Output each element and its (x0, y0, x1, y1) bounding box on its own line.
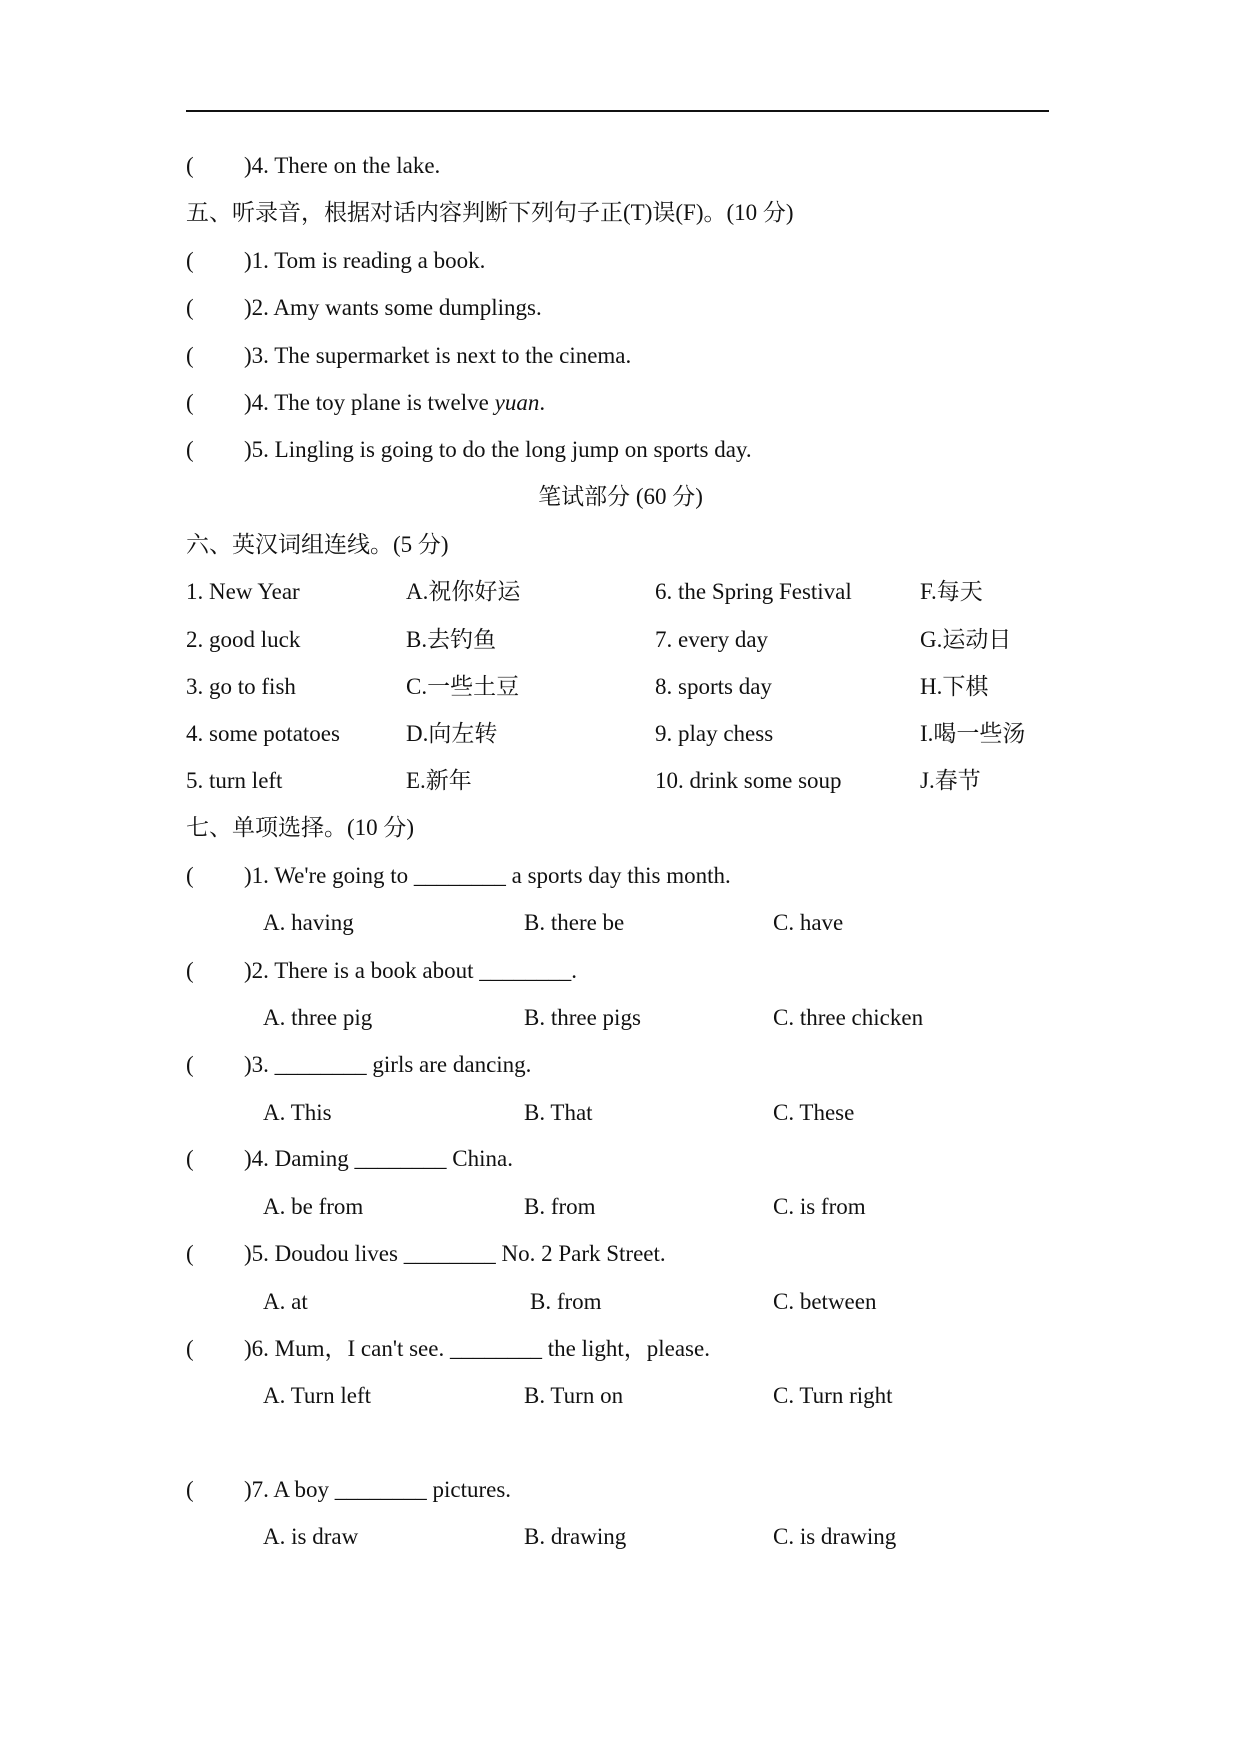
choice-question-2 (186, 955, 577, 987)
match-cn-i: I.喝一些汤 (920, 721, 1026, 746)
match-cn-g: G.运动日 (920, 627, 1012, 652)
choice-question-5 (186, 1238, 666, 1270)
match-cn-b: B.去钓鱼 (406, 627, 497, 652)
option-c: C. three chicken (773, 1005, 924, 1030)
question-text-italic: yuan (494, 390, 540, 415)
option-a: A. be from (263, 1194, 364, 1219)
question-text: )4. The toy plane is twelve (244, 390, 495, 415)
top-rule (186, 110, 1049, 112)
match-cn-h: H.下棋 (920, 674, 989, 699)
tf-question-4 (186, 387, 545, 419)
question-text-end: . (539, 390, 546, 415)
option-b: B. there be (524, 910, 625, 935)
tf-question-3 (186, 340, 631, 372)
choice-question-4 (186, 1143, 513, 1175)
match-cn-d: D.向左转 (406, 721, 498, 746)
option-b: B. three pigs (524, 1005, 641, 1030)
match-en-9: 9. play chess (655, 721, 774, 746)
listening-question-4 (186, 150, 440, 182)
option-c: C. between (773, 1289, 877, 1314)
option-b: B. Turn on (524, 1383, 624, 1408)
option-a: A. at (263, 1289, 308, 1314)
choice-question-1 (186, 860, 731, 892)
answer-paren: ( (186, 1241, 194, 1266)
match-en-10: 10. drink some soup (655, 768, 842, 793)
question-text: )2. Amy wants some dumplings. (244, 295, 542, 320)
option-c: C. These (773, 1100, 855, 1125)
choice-question-7 (186, 1474, 511, 1506)
option-a: A. is draw (263, 1524, 359, 1549)
match-en-5: 5. turn left (186, 768, 283, 793)
tf-question-5 (186, 434, 752, 466)
match-cn-j: J.春节 (920, 768, 981, 793)
option-b: B. That (524, 1100, 593, 1125)
option-c: C. Turn right (773, 1383, 893, 1408)
question-stem: )1. We're going to ________ a sports day this month. (244, 863, 731, 888)
match-cn-c: C.一些土豆 (406, 674, 520, 699)
option-c: C. is drawing (773, 1524, 897, 1549)
answer-paren: ( (186, 248, 194, 273)
written-part-heading: 笔试部分 (60 分) (538, 484, 703, 509)
answer-paren: ( (186, 863, 194, 888)
option-a: A. having (263, 910, 354, 935)
question-text: )3. The supermarket is next to the cinema. (244, 343, 632, 368)
answer-paren: ( (186, 958, 194, 983)
choice-question-3 (186, 1049, 531, 1081)
match-cn-f: F.每天 (920, 579, 983, 604)
match-cn-a: A.祝你好运 (406, 579, 521, 604)
answer-paren: ( (186, 295, 194, 320)
answer-paren: ( (186, 1336, 194, 1361)
option-b: B. drawing (524, 1524, 627, 1549)
match-en-8: 8. sports day (655, 674, 772, 699)
tf-question-1 (186, 245, 485, 277)
match-en-3: 3. go to fish (186, 674, 296, 699)
option-a: A. Turn left (263, 1383, 371, 1408)
match-en-4: 4. some potatoes (186, 721, 340, 746)
answer-paren: ( (186, 343, 194, 368)
question-stem: )3. ________ girls are dancing. (244, 1052, 532, 1077)
section5-heading: 五、听录音，根据对话内容判断下列句子正(T)误(F)。(10 分) (186, 200, 794, 225)
answer-paren: ( (186, 390, 194, 415)
match-en-1: 1. New Year (186, 579, 300, 604)
section6-heading: 六、英汉词组连线。(5 分) (186, 532, 449, 557)
answer-paren: ( (186, 1052, 194, 1077)
choice-question-6 (186, 1333, 710, 1365)
answer-paren: ( (186, 437, 194, 462)
section7-heading: 七、单项选择。(10 分) (186, 815, 415, 840)
question-stem: )5. Doudou lives ________ No. 2 Park Street. (244, 1241, 666, 1266)
question-stem: )6. Mum，I can't see. ________ the light，please. (244, 1336, 710, 1361)
question-text: )5. Lingling is going to do the long jump on sports day. (244, 437, 752, 462)
question-stem: )2. There is a book about ________. (244, 958, 578, 983)
option-b: B. from (524, 1194, 596, 1219)
option-b: B. from (530, 1289, 602, 1314)
option-a: A. This (263, 1100, 332, 1125)
question-text: )1. Tom is reading a book. (244, 248, 486, 273)
answer-paren: ( (186, 153, 194, 178)
option-a: A. three pig (263, 1005, 373, 1030)
option-c: C. is from (773, 1194, 866, 1219)
match-en-7: 7. every day (655, 627, 769, 652)
answer-paren: ( (186, 1146, 194, 1171)
match-en-2: 2. good luck (186, 627, 301, 652)
answer-paren: ( (186, 1477, 194, 1502)
question-stem: )4. Daming ________ China. (244, 1146, 513, 1171)
question-text: )4. There on the lake. (244, 153, 441, 178)
tf-question-2 (186, 292, 542, 324)
option-c: C. have (773, 910, 844, 935)
match-cn-e: E.新年 (406, 768, 472, 793)
match-en-6: 6. the Spring Festival (655, 579, 852, 604)
question-stem: )7. A boy ________ pictures. (244, 1477, 512, 1502)
